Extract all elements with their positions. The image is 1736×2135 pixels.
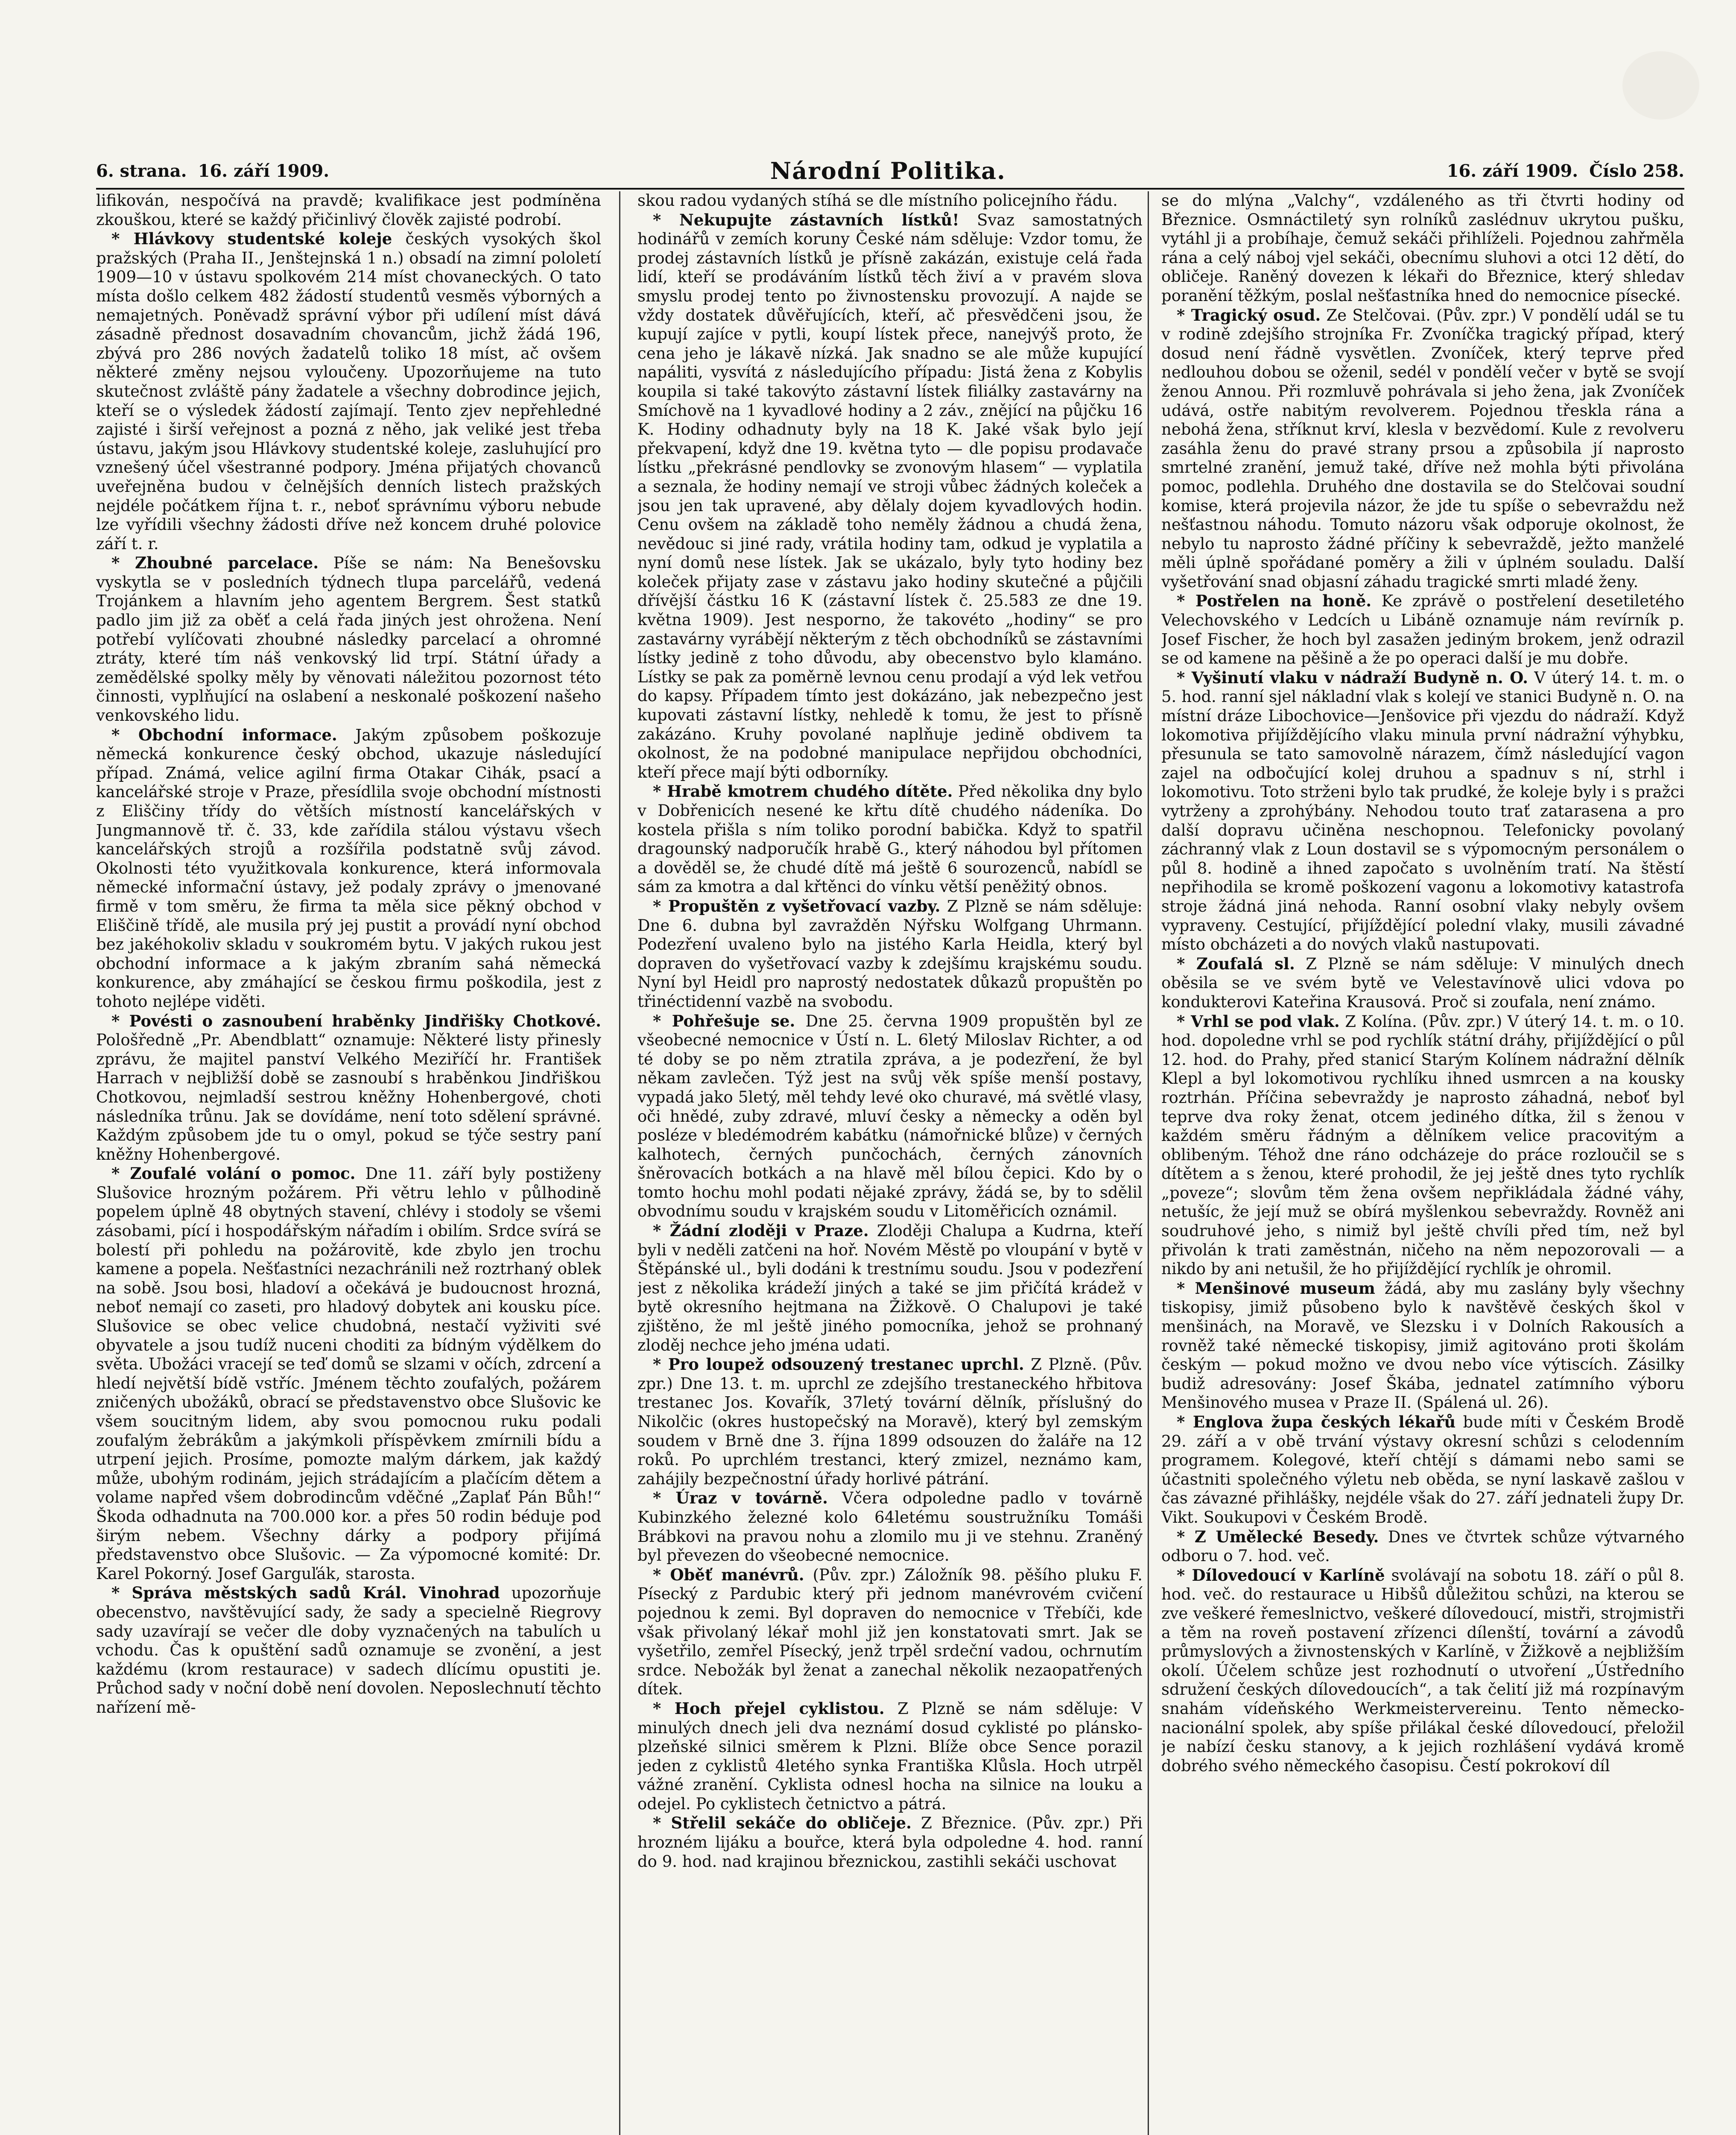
article-headline: * Oběť manévrů. <box>653 1565 804 1584</box>
article-headline: * Postřelen na honě. <box>1177 591 1372 611</box>
article-paragraph <box>1161 1566 1684 1776</box>
article-headline: * Střelil sekáče do obličeje. <box>653 1813 912 1833</box>
article-paragraph <box>637 897 1143 1012</box>
column-divider <box>619 191 620 2135</box>
article-headline: * Nekupujte zástavních lístků! <box>653 210 959 229</box>
article-headline: * Zoufalé volání o pomoc. <box>111 1164 356 1183</box>
article-text: upozorňuje obecenstvo, navštěvující sady, že sady a specielně Riegrovy sady uzavírají se večer dle doby vyznačených na tabulích u vchodu. Čas k opuštění sadů oznamuje se zvonění, a jest každému (krom restaurace) v sadech dlícímu opustiti je. Průchod sady v noční době není dovolen. Neposlechnutí těchto nařízení mě- <box>96 1584 601 1717</box>
article-text: se do mlýna „Valchy“, vzdáleného as tři čtvrti hodiny od Březnice. Osmnáctiletý syn rolníků zaslédnuv ukrytou pušku, vytáhl ji a probíhaje, čemuž sekáči přihlíželi. Pojednou zahřměla rána a celý náboj vjel sekáči, obecnímu sluhovi a otci 12 dětí, do obličeje. Raněný dovezen k lékaři do Březnice, který shledav poranění těžkým, poslal nešťastníka hned do nemocnice písecké. <box>1161 191 1684 305</box>
article-paragraph <box>637 1012 1143 1222</box>
article-headline: * Pro loupež odsouzený trestanec uprchl. <box>653 1355 1024 1374</box>
article-headline: * Zoufalá sl. <box>1177 954 1295 973</box>
header-rule <box>96 188 1684 190</box>
article-headline: * Vyšinutí vlaku v nádraží Budyně n. O. <box>1177 668 1528 687</box>
article-headline: * Propuštěn z vyšetřovací vazby. <box>653 896 941 915</box>
article-paragraph <box>1161 668 1684 954</box>
article-headline: * Hoch přejel cyklistou. <box>653 1699 885 1718</box>
page-number: 6. strana. <box>96 161 187 181</box>
article-text: Jakým způsobem poškozuje německá konkurence český obchod, ukazuje následující případ. Známá, velice agilní firma Otakar Cihák, psací a kancelářské stroje v Praze, přesídlila svoje obchodní místnosti z Eliščiny třídy do větších místností kancelářských v Jungmannově tř. č. 33, kde zařídila stálou výstavu všech kancelářských strojů a rozšířila podstatně svůj závod. Okolnosti této využitkovala konkurence, která informovala německé informační ústavy, jež podaly zprávy o jmenované firmě v tom směru, že firma ta měla sice pěkný obchod v Eliščině třídě, ale musila prý jej pustit a provádí nyní obchod bez jakéhokoliv skladu v soukromém bytu. V jakých rukou jest obchodní informace a k jakým zbraním sahá německá konkurence, aby zmáhající se českou firmu poškodila, jest z tohoto nejlépe viděti. <box>96 725 601 1011</box>
article-paragraph <box>637 1221 1143 1355</box>
column-2 <box>637 191 1143 2135</box>
article-headline: * Hlávkovy studentské koleje <box>111 229 392 249</box>
article-text: lifikován, nespočívá na pravdě; kvalifikace jest podmíněna zkouškou, které se každý přičinlivý člověk zajisté podrobí. <box>96 191 601 229</box>
article-text: Pološředně „Pr. Abendblatt“ oznamuje: Některé listy přinesly zprávu, že majitel panství Velkého Meziříčí hr. František Harrach v nejbližší době se zasnoubí s hraběnkou Jindřiškou Chotkovou, nejmladší sestrou kněžny Hohenbergové, choti následníka trůnu. Jak se dovídáme, není toto sdělení správné. Každým způsobem jde tu o omyl, pokud se týče sestry paní kněžny Hohenbergové. <box>96 1031 601 1164</box>
article-headline: * Dílovedoucí v Karlíně <box>1177 1565 1385 1585</box>
article-paragraph <box>637 1489 1143 1565</box>
article-paragraph <box>637 782 1143 897</box>
article-headline: * Hrabě kmotrem chudého dítěte. <box>653 782 953 801</box>
article-paragraph <box>1161 591 1684 668</box>
article-paragraph <box>96 1164 601 1583</box>
article-paragraph <box>637 1813 1143 1871</box>
issue-number: Číslo 258. <box>1589 161 1684 181</box>
article-headline: * Žádní zloději v Praze. <box>653 1221 869 1240</box>
article-text: Dne 25. června 1909 propuštěn byl ze všeobecné nemocnice v Ústí n. L. 6letý Miloslav Richter, a od té doby se po něm ztratila zpráva, a je podezření, že byl někam zavlečen. Týž jest na svůj věk spíše menší postavy, vypadá jako 5letý, měl tehdy levé oko churavé, má světlé vlasy, oči hnědé, zuby zdravé, mluví česky a německy a oděn byl posléze v bledémodrém kabátku (námořnické blůze) v černých kalhotech, černých punčochách, černých zánovních šněrovacích botkách a na hlavě měl bílou čepici. Kdo by o tomto hochu mohl podati nějaké zprávy, žádá se, by to sdělil obvodnímu soudu v krajském soudu v Litoměřicích oznámil. <box>637 1012 1143 1221</box>
article-paragraph <box>637 1699 1143 1814</box>
page-header <box>96 154 1684 188</box>
article-paragraph <box>1161 191 1684 306</box>
article-paragraph <box>96 1012 601 1164</box>
article-headline: * Vrhl se pod vlak. <box>1177 1012 1340 1031</box>
article-text: Svaz samostatných hodinářů v zemích koruny České nám sděluje: Vzdor tomu, že prodej zástavních lístků je přísně zakázán, existuje celá řada lidí, kteří se prodáváním lístků těch živí a v pravém slova smyslu prodej tento po živnostensku provozují. A najde se vždy dostatek důvěřujících, kteří, ač přesvědčeni jsou, že kupují zajíce v pytli, koupí lístek přece, nanejvýš proto, že cena jeho je lákavě nízká. Jak snadno se ale může kupující napáliti, vysvítá z následujícího případu: Jistá žena z Kobylis koupila si také takovýto zástavní lístek filiálky zastavárny na Smíchově na 1 kyvadlové hodiny a 2 záv., znějící na půjčku 16 K. Hodiny odhadnuty byly na 18 K. Jaké však bylo její překvapení, když dne 19. května tyto — dle popisu prodavače lístku „překrásné pendlovky se zvonovým hlasem“ — vyplatila a seznala, že hodiny nemají ve stroji vůbec žádných koleček a jsou jen tak upravené, aby dělaly dojem kyvadlových hodin. Cenu ovšem na základě toho neměly žádnou a chudá žena, nevědouc si jiné rady, vrátila hodiny tam, odkud je vyplatila a nyní domů nese lístek. Jak se ukázalo, byly tyto hodiny bez koleček přijaty zase v zástavu jako hodiny skutečné a půjčili dřívější částku 16 K (zástavní lístek č. 25.583 ze dne 19. května 1909). Jest nesporno, že takovéto „hodiny“ se pro zastavárny vyrábějí některým z těch obchodníků se zástavními lístky jedině z toho důvodu, aby obecenstvo bylo klamáno. Lístky se pak za poměrně levnou cenu prodají a výd lek vetřou do kapsy. Případem tímto jest dokázáno, jak nebezpečno jest kupovati zástavní lístky, nehledě k tomu, že jest to přísně zakázáno. Kruhy povolané naplňuje jedině obdivem ta okolnost, že na podobné manipulace nepřijdou obchodníci, kteří přece mají býti odborníky. <box>637 211 1143 781</box>
article-text: (Pův. zpr.) Záložník 98. pěšího pluku F. Písecký z Pardubic který při jednom manévrovém cvičení pojednou k zemi. Byl dopraven do nemocnice v Třebíči, kde však přivolaný lékař mohl již jen konstatovati smrt. Jak se vyšetřilo, zemřel Písecký, jenž trpěl srdeční vadou, ochrnutím srdce. Nebožák byl ženat a zanechal několik nezaopatřených dítek. <box>637 1565 1143 1699</box>
article-headline: * Správa městských sadů Král. Vinohrad <box>111 1583 500 1603</box>
article-text: Dne 11. září byly postiženy Slušovice hrozným požárem. Při větru lehlo v půlhodině popelem úplně 48 obytných stavení, chlévy i stodoly se všemi zásobami, pící i hospodářským nářadím i obilím. Srdce svírá se bolestí při pohledu na požárovitě, kde zbylo jen trochu kamene a popela. Nešťastníci nezachránili než roztrhaný oblek na sobě. Jsou bosi, hladoví a očekává je budoucnost hrozná, neboť nemají co zaseti, pro hladový dobytek ani kousku píce. Slušovice se obec velice chudobná, nestačí vyživiti své obyvatele a jsou tudíž nuceni choditi za bídným výdělkem do světa. Ubožáci vracejí se teď domů se slzami v očích, zdrcení a hledí největší bídě vstříc. Jménem těchto zoufalých, požárem zničených ubožáků, obrací se představenstvo obce Slušovic ke všem soucitným lidem, aby svou pomocnou ruku podali zoufalým žebrákům a jakýmkoli příspěvkem zmírnili bídu a utrpení jejich. Prosíme, pomozte malým dárkem, jak každý může, ubohým rodinám, jejich strádajícím a plačícím dětem a volame napřed všem dobrodincům vděčné „Zaplať Pán Bůh!“ Škoda odhadnuta na 700.000 kor. a přes 50 rodin béduje pod širým nebem. Všechny dárky a podpory přijímá představenstvo obce Slušovic. — Za výpomocné komité: Dr. Karel Pokorný. Josef Garguľák, starosta. <box>96 1164 601 1583</box>
article-paragraph <box>96 229 601 553</box>
article-text: Z Plzně. (Pův. zpr.) Dne 13. t. m. uprchl ze zdejšího trestaneckého hřbitova trestanec Jos. Kovařík, 37letý tovární dělník, příslušný do Nikolčic (okres hustopečský na Moravě), který byl zemským soudem v Brně dne 3. října 1899 odsouzen do žaláře na 12 roků. Po uprchlém trestanci, který zmizel, neznámo kam, zahájily bezpečnostní úřady horlivé pátrání. <box>637 1355 1143 1488</box>
article-paragraph <box>96 553 601 725</box>
article-text: Ke zprávě o postřelení desetiletého Velechovského v Ledcích u Libáně oznamuje nám revírník p. Josef Fischer, že hoch byl zasažen jediným brokem, jenž odrazil se od kamene na pěšině a že po operaci další je mu dobře. <box>1161 592 1684 668</box>
article-text: Z Březnice. (Pův. zpr.) Při hrozném lijáku a bouřce, která byla odpoledne 4. hod. ranní do 9. hod. nad krajinou březnickou, zastihli sekáči uschovat <box>637 1814 1143 1871</box>
article-paragraph <box>1161 1012 1684 1279</box>
article-paragraph <box>637 211 1143 782</box>
article-text: Z Plzně se nám sděluje: V minulých dnech jeli dva neznámí dosud cyklisté po plánsko-plzeňské silnici směrem k Plzni. Blíže obce Sence porazil jeden z cyklistů 4letého synka Františka Klůsla. Hoch utrpěl vážné zranění. Cyklista odnesl hocha na silnice na louku a odejel. Po cyklistech četnictvo a pátrá. <box>637 1699 1143 1813</box>
article-text: Z Plzně se nám sděluje: V minulých dnech oběsila se ve svém bytě ve Velestavínově ulici vdova po kondukterovi Kateřina Krausová. Proč si zoufala, není známo. <box>1161 954 1684 1011</box>
column-1 <box>96 191 601 2135</box>
article-paragraph <box>1161 954 1684 1012</box>
article-headline: * Úraz v továrně. <box>653 1489 828 1508</box>
paper-stain <box>1622 51 1699 120</box>
article-text: Z Kolína. (Pův. zpr.) V úterý 14. t. m. o 10. hod. dopoledne vrhl se pod rychlík státní dráhy, přijíždějící o půl 12. hod. do Prahy, před stanicí Starým Kolínem nádražní dělník Klepl a byl lokomotivou rychlíku ihned usmrcen a na kousky roztrhán. Příčina sebevraždy je naprosto záhadná, neboť byl teprve dva roky ženat, otcem jediného dítka, žil s ženou v každém směru řádným a dělníkem velice pracovitým a oblibeným. Téhož dne ráno odcházeje do práce rozloučil se s dítětem a s ženou, které prohodil, že jej ještě dnes tyto rychlík „poveze“; slovům těm žena ovšem nepřikládala žádné váhy, netušíc, že její muž se obírá myšlenkou sebevraždy. Rovněž ani soudruhové jeho, s nimiž byl ještě chvíli před tím, než byl přivolán k trati zaměstnán, ničeho na něm nepozorovali — a nikdo by ani netušil, že ho přijíždějící rychlík je ohromil. <box>1161 1012 1684 1278</box>
header-right <box>1447 161 1684 181</box>
article-paragraph <box>637 1565 1143 1699</box>
article-text: Dnes ve čtvrtek schůze výtvarného odboru o 7. hod. več. <box>1161 1527 1684 1565</box>
article-paragraph <box>96 1583 601 1717</box>
article-text: Před několika dny bylo v Dobřenicích nesené ke křtu dítě chudého nádeníka. Do kostela přišla s ním toliko porodní babička. Když to spatřil dragounský nadporučík hrabě G., který náhodou byl přítomen a dověděl se, že chudé dítě má ještě 6 sourozenců, nabídl se sám za kmotra a dal křtěnci do vínku větší peněžitý obnos. <box>637 782 1143 896</box>
article-text: V úterý 14. t. m. o 5. hod. ranní sjel nákladní vlak s kolejí ve stanici Budyně n. O. na místní dráze Libochovice—Jenšovice při vjezdu do nádraží. Když lokomotiva přijíždějícího vlaku minula první nádražní výhybku, přesunula se tato samovolně nárazem, čímž následující vagon zajel na odbočující kolej druhou a spadnuv s ní, strhl i lokomotivu. Toto strženi bylo tak prudké, že koleje byly i s pražci vytrženy a zprohýbány. Nehodou touto trať zatarasena a pro další dopravu učiněna neschopnou. Telefonicky povolaný záchranný vlak z Loun dostavil se s výpomocným personálem o půl 8. hodině a ihned započato s uvolněním tratí. Na štěstí nepřihodila se kromě poškození vagonu a lokomotivy katastrofa stroje žádná jiná nehoda. Ranní osobní vlaky nebyly ovšem vypraveny. Cestující, přijíždějící polední vlaky, musili závadné místo obcházeti a do nových vlaků nastupovati. <box>1161 668 1684 954</box>
article-text: Z Plzně se nám sděluje: Dne 6. dubna byl zavražděn Nýřsku Wolfgang Uhrmann. Podezření uvaleno bylo na jistého Karla Heidla, který byl dopraven do vyšetřovací vazby k zdejšímu krajskému soudu. Nyní byl Heidl pro naprostý nedostatek důkazů propuštěn po třinéctidenní vazbě na svobodu. <box>637 897 1143 1011</box>
article-headline: * Zhoubné parcelace. <box>111 553 319 573</box>
column-3 <box>1161 191 1684 2135</box>
article-headline: * Menšinové museum <box>1177 1278 1375 1298</box>
header-date-left: 16. září 1909. <box>198 161 330 181</box>
article-paragraph <box>1161 1279 1684 1413</box>
article-text: skou radou vydaných stíhá se dle místního policejního řádu. <box>637 191 1118 210</box>
article-text: svolávají na sobotu 18. září o půl 8. hod. več. do restaurace u Hibšů důležitou schůzi, na kterou se zve veškeré řemeslnictvo, veškeré dílovedoucí, mistři, strojmistři a těm na roveň postavení zřízenci dílenští, tovární a závodů průmyslových a živnostenských v Karlíně, v Žižkově a nejbližším okolí. Účelem schůze jest rozhodnutí o utvoření „Ústředního sdružení českých dílovedoucích“, a tak čelití již má rozpínavým snahám vídeňského Werkmeistervereinu. Tento německo-nacionální spolek, aby spíše přilákal české dílovedoucí, přeložil je nabízí česku stanovy, a k jejich rozhlášení vydává kromě dobrého svého německého časopisu. Čestí pokrokoví díl <box>1161 1566 1684 1775</box>
header-left <box>96 161 329 181</box>
article-headline: * Pohřešuje se. <box>653 1011 795 1030</box>
article-text: Píše se nám: Na Benešovsku vyskytla se v posledních týdnech tlupa parcelářů, vedená Trojánkem a hlavním jeho agentem Bergrem. Šest statků padlo jim již za oběť a celá řada jiných jest ohrožena. Není potřebí vylíčovati zhoubné následky parcelací a ohromné ztráty, které tím náš venkovský lid trpí. Státní úřady a zemědělské spolky měly by věnovati náležitou pozornost této činnosti, vyplňující na oslabení a neskonalé poškození našeho venkovského lidu. <box>96 554 601 725</box>
article-headline: * Povésti o zasnoubení hraběnky Jindřišky Chotkové. <box>111 1011 601 1030</box>
article-headline: * Tragický osud. <box>1177 305 1321 325</box>
article-headline: * Englova župa českých lékařů <box>1177 1413 1456 1431</box>
article-text: Včera odpoledne padlo v továrně Kubinzkého železné kolo 64letému soustružníku Tomáši Brábkovi na pravou nohu a zlomilo mu ji ve stehnu. Zraněný byl převezen do všeobecné nemocnice. <box>637 1489 1143 1565</box>
article-paragraph <box>96 191 601 229</box>
article-paragraph <box>1161 1413 1684 1527</box>
article-text: českých vysokých škol pražských (Praha II., Jenštejnská 1 n.) obsadí na zimní pololetí 1909—10 v ústavu spolkovém 214 míst chovaneckých. O tato místa došlo celkem 482 žádostí studentů vesměs výborných a nemajetných. Poněvadž správní výbor při udílení míst dává zásadně přednost dosavadním chovancům, jichž žádá 196, zbývá pro 286 nových žadatelů toliko 18 míst, ač ovšem některé změny nejsou vyloučeny. Upozorňujeme na tuto skutečnost zvláště pány žadatele a všechny dobrodince jejich, kteří se o výsledek žádostí zajímají. Tento zjev nepřehledné zajisté i širší veřejnost a pozná z něho, jak veliké jest třeba ústavu, jakým jsou Hlávkovy studentské koleje, zasluhující pro vznešený účel všestranné podpory. Jména přijatých chovanců uveřejněna budou v čelnějších denních listech pražských nejdéle počátkem října t. r., neboť správnímu výboru nebude lze vyřídili všechny žádosti dříve než koncem druhé polovice září t. r. <box>96 230 601 553</box>
article-headline: * Z Umělecké Besedy. <box>1177 1527 1379 1546</box>
column-divider <box>1148 191 1149 2135</box>
article-paragraph <box>96 725 601 1012</box>
header-date-right: 16. září 1909. <box>1447 161 1578 181</box>
article-paragraph <box>1161 306 1684 592</box>
article-headline: * Obchodní informace. <box>111 725 337 744</box>
article-text: žádá, aby mu zaslány byly všechny tiskopisy, jimiž působeno bylo k navštěvě českých škol v menšinách, na Moravě, ve Slezsku i v Dolních Rakousích a rovněž také německé tiskopisy, jimiž agitováno proti školám českým — pokud možno ve dvou nebo více výtiscích. Zásilky budiž adresovány: Josef Škába, jednatel zatímního výboru Menšinového musea v Praze II. (Spálená ul. 26). <box>1161 1279 1684 1412</box>
article-paragraph <box>1161 1527 1684 1566</box>
article-paragraph <box>637 1355 1143 1489</box>
article-text: Zloději Chalupa a Kudrna, kteří byli v neděli zatčeni na hoř. Novém Městě po vloupání v bytě v Štěpánské ul., byli dodáni k trestnímu soudu. Jsou v podezření jest z několika krádeží jiných a také se jim přičítá krádež v bytě okresního hejtmana na Žižkově. O Chalupovi je také zjištěno, že ml ještě jiného pomocníka, jehož se prohnaný zloděj nechce jeho jména udati. <box>637 1222 1143 1354</box>
article-text: Ze Stelčovai. (Pův. zpr.) V pondělí udál se tu v rodině zdejšího strojníka Fr. Zvoníčka tragický případ, který dosud není řádně vysvětlen. Zvoníček, který teprve před nedlouhou dobou se oženil, sedél v pondělí večer v bytě se svojí ženou Annou. Při rozmluvě pohrávala si jeho žena, jak Zvoníček udává, ostře nabitým revolverem. Pojednou třeskla rána a nebohá žena, stříknut krví, klesla v bezvědomí. Kule z revolveru zasáhla ženu do pravé strany prsou a způsobila jí naprosto smrtelné zranění, jemuž také, dříve než mohla býti přivolána pomoc, podlehla. Druhého dne dostavila se do Stelčovai soudní komise, která projevila názor, že jde tu spíše o sebevraždu než nešťastnou náhodu. Tomuto názoru však odporuje okolnost, že nebylo tu naprosto žádné příčiny k sebevraždě, ježto manželé měli úplně spořádané poměry a žili v úplném souladu. Další vyšetřování snad objasní záhadu tragické smrti mladé ženy. <box>1161 306 1684 591</box>
article-paragraph <box>637 191 1143 211</box>
article-text: bude míti v Českém Brodě 29. září a v obě trvání výstavy okresní schůzi s celodenním programem. Kolegové, kteří chtějí s dámami nebo sami se účastniti společného výletu neb oběda, se nyní laskavě zašlou v čas závazné přihlášky, nejdéle však do 27. září jednateli župy Dr. Vikt. Soukupovi v Českém Brodě. <box>1161 1413 1684 1527</box>
newspaper-title: Národní Politika. <box>770 157 1006 184</box>
